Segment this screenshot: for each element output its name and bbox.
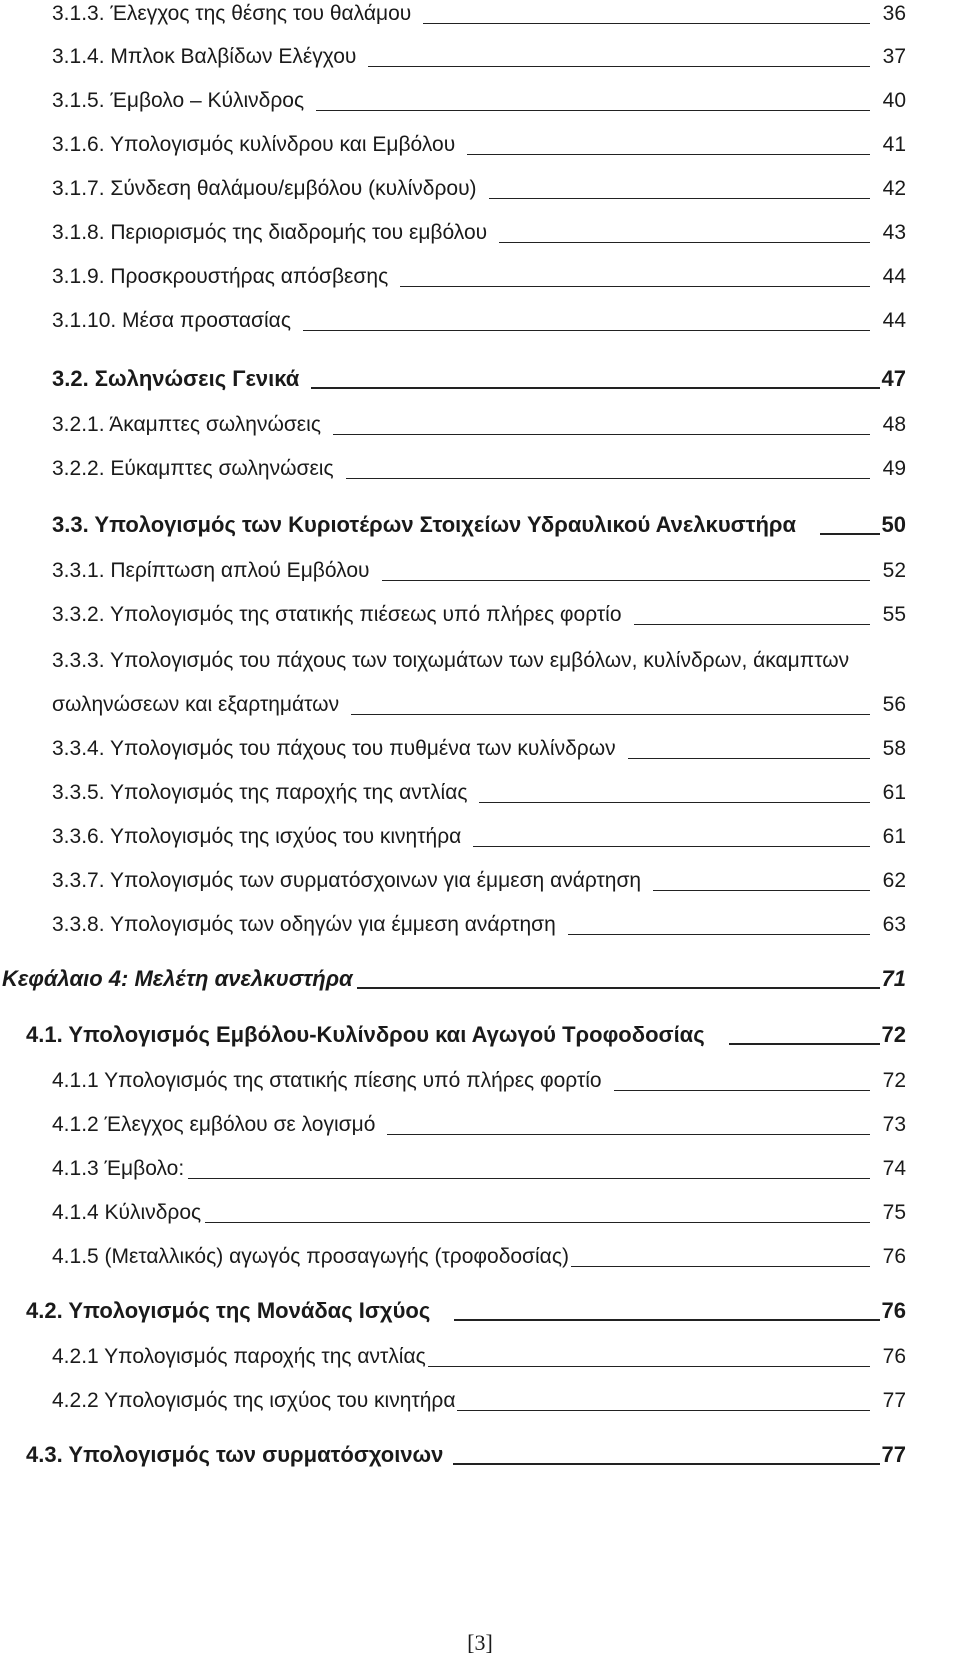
toc-entry-label: 3.3.5. Υπολογισμός της παροχής της αντλίας [52,781,468,804]
toc-entry-page: 56 [882,693,906,716]
toc-entry-label: 3.3.6. Υπολογισμός της ισχύος του κινητήρα [52,825,462,848]
toc-entry[interactable] [52,1068,906,1094]
toc-entry-page: 36 [882,2,906,25]
toc-entry-page: 73 [882,1113,906,1136]
toc-entry-label: 3.1.8. Περιορισμός της διαδρομής του εμβόλου [52,221,488,244]
toc-leader-line [454,1318,880,1321]
toc-section-entry[interactable] [52,366,906,392]
toc-entry-label: 3.3.2. Υπολογισμός της στατικής πιέσεως υπό πλήρες φορτίο [52,603,622,626]
toc-entry-page: 50 [881,512,906,537]
toc-entry[interactable] [52,824,906,850]
toc-leader-line [368,65,870,67]
toc-leader-line [457,1409,870,1411]
toc-entry-page: 55 [882,603,906,626]
toc-entry-label: 3.1.5. Έμβολο – Κύλινδρος [52,89,305,112]
toc-entry[interactable] [52,868,906,894]
toc-entry-page: 37 [882,45,906,68]
toc-leader-line [489,197,870,199]
toc-entry-page: 49 [882,457,906,480]
toc-entry[interactable] [52,1112,906,1138]
toc-entry[interactable] [52,1388,906,1414]
toc-leader-line [382,579,871,581]
toc-leader-line [473,845,870,847]
toc-entry-page: 72 [882,1069,906,1092]
toc-entry-page: 42 [882,177,906,200]
toc-chapter-entry[interactable] [2,966,906,992]
toc-entry[interactable] [52,1244,906,1270]
toc-leader-line [311,386,880,389]
toc-entry[interactable] [52,558,906,584]
toc-leader-line [467,153,870,155]
toc-entry-label: 3.1.6. Υπολογισμός κυλίνδρου και Εμβόλου [52,133,456,156]
toc-entry-label: 4.1. Υπολογισμός Εμβόλου-Κυλίνδρου και Αγωγού Τροφοδοσίας [26,1022,705,1047]
toc-entry[interactable] [52,1156,906,1182]
toc-entry-page: 75 [882,1201,906,1224]
toc-entry[interactable] [52,736,906,762]
toc-entry[interactable] [52,88,906,114]
toc-leader-line [205,1221,870,1223]
toc-leader-line [653,889,870,891]
toc-entry-label: 3.2.2. Εύκαμπτες σωληνώσεις [52,457,334,480]
toc-entry-page: 47 [881,366,906,391]
toc-entry-label: Κεφάλαιο 4: Μελέτη ανελκυστήρα [2,966,353,991]
toc-entry-label: 4.1.1 Υπολογισμός της στατικής πίεσης υπό πλήρες φορτίο [52,1069,602,1092]
toc-entry-label: 3.1.10. Μέσα προστασίας [52,309,291,332]
toc-entry-page: 58 [882,737,906,760]
toc-leader-line [729,1042,880,1045]
toc-entry[interactable] [52,220,906,246]
toc-leader-line [820,532,880,535]
toc-leader-line [188,1177,870,1179]
toc-entry[interactable] [52,1,906,27]
toc-entry-page: 71 [881,966,906,991]
toc-entry[interactable] [52,308,906,334]
toc-leader-line [499,241,870,243]
toc-entry-page: 48 [882,413,906,436]
toc-entry-label: 3.3.4. Υπολογισμός του πάχους του πυθμένα των κυλίνδρων [52,737,616,760]
toc-entry-page: 61 [882,825,906,848]
toc-entry-page: 44 [882,265,906,288]
toc-entry-label: 3.3.8. Υπολογισμός των οδηγών για έμμεση ανάρτηση [52,913,556,936]
toc-section-entry[interactable] [26,1022,906,1048]
toc-leader-line [614,1089,870,1091]
page-number: [3] [467,1630,493,1655]
toc-entry-page: 41 [882,133,906,156]
toc-entry[interactable] [52,132,906,158]
toc-entry[interactable] [52,1344,906,1370]
toc-entry-label: 3.1.3. Έλεγχος της θέσης του θαλάμου [52,2,412,25]
toc-entry-page: 74 [882,1157,906,1180]
toc-entry-page: 43 [882,221,906,244]
toc-leader-line [387,1133,870,1135]
toc-entry-page: 76 [882,1245,906,1268]
toc-entry-label: σωληνώσεων και εξαρτημάτων [52,693,340,716]
toc-leader-line [479,801,870,803]
toc-leader-line [303,329,870,331]
toc-entry-label: 3.1.4. Μπλοκ Βαλβίδων Ελέγχου [52,45,357,68]
toc-entry-label: 3.3. Υπολογισμός των Κυριοτέρων Στοιχείων Υδραυλικού Ανελκυστήρα [52,512,797,537]
toc-entry-wrapped-line[interactable] [52,648,906,674]
toc-leader-line [428,1365,870,1367]
toc-entry-label: 3.3.3. Υπολογισμός του πάχους των τοιχωμάτων των εμβόλων, κυλίνδρων, άκαμπτων [52,649,850,672]
toc-leader-line [634,623,870,625]
toc-entry-label: 4.1.5 (Μεταλλικός) αγωγός προσαγωγής (τροφοδοσίας) [52,1245,569,1268]
toc-leader-line [346,477,870,479]
toc-entry[interactable] [52,1200,906,1226]
toc-entry-page: 77 [881,1442,906,1467]
toc-entry-label: 3.3.7. Υπολογισμός των συρματόσχοινων για έμμεση ανάρτηση [52,869,642,892]
toc-entry[interactable] [52,44,906,70]
toc-entry-label: 4.2.1 Υπολογισμός παροχής της αντλίας [52,1345,426,1368]
toc-entry-label: 4.3. Υπολογισμός των συρματόσχοινων [26,1442,444,1467]
toc-entry-label: 3.1.9. Προσκρουστήρας απόσβεσης [52,265,389,288]
toc-entry-page: 72 [881,1022,906,1047]
toc-entry[interactable] [52,412,906,438]
toc-entry-page: 44 [882,309,906,332]
toc-leader-line [423,22,870,24]
toc-entry[interactable] [52,264,906,290]
toc-entry-label: 3.3.1. Περίπτωση απλού Εμβόλου [52,559,370,582]
toc-leader-line [453,1462,880,1465]
toc-entry-page: 76 [882,1345,906,1368]
toc-entry[interactable] [52,692,906,718]
toc-entry-page: 61 [882,781,906,804]
toc-entry-label: 4.1.2 Έλεγχος εμβόλου σε λογισμό [52,1113,376,1136]
toc-entry-page: 63 [882,913,906,936]
toc-entry[interactable] [52,780,906,806]
toc-leader-line [333,433,870,435]
toc-entry[interactable] [52,602,906,628]
toc-entry[interactable] [52,912,906,938]
toc-entry-label: 4.2. Υπολογισμός της Μονάδας Ισχύος [26,1298,431,1323]
toc-entry-label: 4.2.2 Υπολογισμός της ισχύος του κινητήρα [52,1389,456,1412]
toc-entry-page: 52 [882,559,906,582]
toc-entry-label: 4.1.3 Έμβολο: [52,1157,185,1180]
toc-entry-label: 3.2. Σωληνώσεις Γενικά [52,366,300,391]
toc-leader-line [628,757,870,759]
toc-entry-page: 40 [882,89,906,112]
toc-section-entry[interactable] [52,512,906,538]
toc-entry-page: 77 [882,1389,906,1412]
toc-leader-line [568,933,870,935]
toc-entry[interactable] [52,176,906,202]
toc-entry-label: 3.2.1. Άκαμπτες σωληνώσεις [52,413,321,436]
toc-leader-line [357,986,880,989]
toc-entry-label: 4.1.4 Κύλινδρος [52,1201,202,1224]
toc-leader-line [351,713,870,715]
toc-leader-line [400,285,870,287]
toc-entry[interactable] [52,456,906,482]
toc-leader-line [316,109,870,111]
toc-entry-label: 3.1.7. Σύνδεση θαλάμου/εμβόλου (κυλίνδρου) [52,177,477,200]
toc-leader-line [571,1265,870,1267]
toc-section-entry[interactable] [26,1442,906,1468]
toc-section-entry[interactable] [26,1298,906,1324]
toc-entry-page: 76 [881,1298,906,1323]
toc-entry-page: 62 [882,869,906,892]
